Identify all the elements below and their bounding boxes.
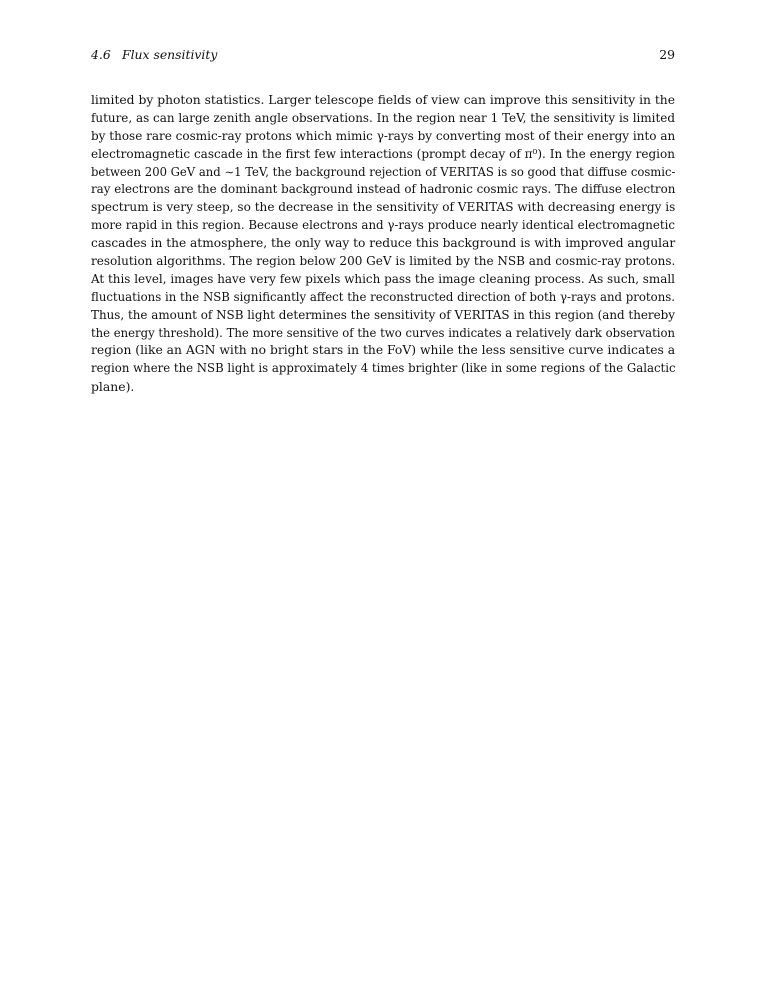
paragraph-line: spectrum is very steep, so the decrease in the sensitivity of VERITAS with decreasing energy is xyxy=(91,200,676,215)
paragraph-line: Thus, the amount of NSB light determines the sensitivity of VERITAS in this region (and thereby xyxy=(91,307,675,322)
body-paragraph xyxy=(91,92,675,396)
section-title: Flux sensitivity xyxy=(122,47,218,62)
paragraph-line: region where the NSB light is approximately 4 times brighter (like in some regions of the Galactic xyxy=(91,361,676,376)
paragraph-line: electromagnetic cascade in the first few interactions (prompt decay of π⁰). In the energy region xyxy=(91,146,675,161)
paragraph-line: At this level, images have very few pixels which pass the image cleaning process. As such, small xyxy=(91,271,675,286)
paragraph-line: future, as can large zenith angle observations. In the region near 1 TeV, the sensitivity is limited xyxy=(91,110,675,125)
paragraph-line: more rapid in this region. Because electrons and γ-rays produce nearly identical electromagnetic xyxy=(91,218,676,233)
paragraph-line: resolution algorithms. The region below 200 GeV is limited by the NSB and cosmic-ray protons. xyxy=(91,254,676,269)
paragraph-line: cascades in the atmosphere, the only way to reduce this background is with improved angular xyxy=(91,236,676,251)
paragraph-line: plane). xyxy=(91,379,135,395)
running-header xyxy=(91,47,675,65)
section-label xyxy=(91,47,217,62)
paragraph-line: ray electrons are the dominant background instead of hadronic cosmic rays. The diffuse electron xyxy=(91,182,676,197)
paragraph-line: by those rare cosmic-ray protons which mimic γ-rays by converting most of their energy into an xyxy=(91,128,676,143)
section-number: 4.6 xyxy=(91,47,111,62)
paragraph-line: fluctuations in the NSB significantly affect the reconstructed direction of both γ-rays and protons. xyxy=(91,289,675,304)
paragraph-line: between 200 GeV and ∼1 TeV, the background rejection of VERITAS is so good that diffuse cosmic- xyxy=(91,164,676,179)
paragraph-line: region (like an AGN with no bright stars in the FoV) while the less sensitive curve indicates a xyxy=(91,343,676,358)
paragraph-line: limited by photon statistics. Larger telescope fields of view can improve this sensitivity in the xyxy=(91,93,675,107)
paragraph-line: the energy threshold). The more sensitive of the two curves indicates a relatively dark observation xyxy=(91,325,675,340)
page-number: 29 xyxy=(659,47,675,62)
